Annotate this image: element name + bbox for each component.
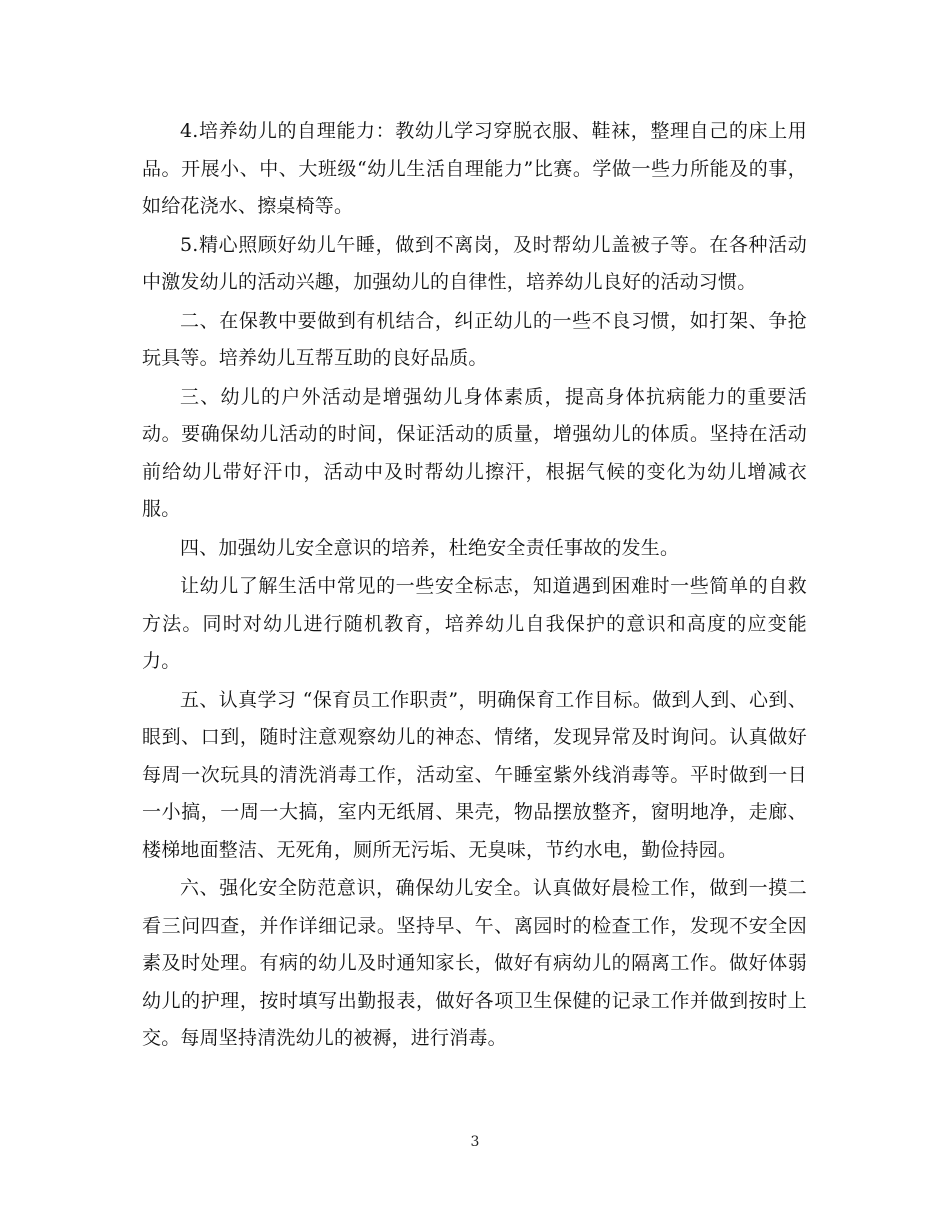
paragraph-safety-signs: 让幼儿了解生活中常见的一些安全标志，知道遇到困难时一些简单的自救方法。同时对幼儿进行随机教育，培养幼儿自我保护的意识和高度的应变能力。 <box>142 575 807 672</box>
paragraph-nap-care: 5.精心照顾好幼儿午睡，做到不离岗，及时帮幼儿盖被子等。在各种活动中激发幼儿的活动兴趣，加强幼儿的自律性，培养幼儿良好的活动习惯。 <box>142 233 807 293</box>
paragraph-safety-heading: 四、加强幼儿安全意识的培养，杜绝安全责任事故的发生。 <box>180 536 680 559</box>
paragraph-outdoor-activity: 三、幼儿的户外活动是增强幼儿身体素质，提高身体抗病能力的重要活动。要确保幼儿活动的时间，保证活动的质量，增强幼儿的体质。坚持在活动前给幼儿带好汗巾，活动中及时帮幼儿擦汗，根据气候的变化为幼儿增减衣服。 <box>142 385 807 520</box>
paragraph-safety-prevention: 六、强化安全防范意识，确保幼儿安全。认真做好晨检工作，做到一摸二看三问四查，并作详细记录。坚持早、午、离园时的检查工作，发现不安全因素及时处理。有病的幼儿及时通知家长，做好有病幼儿的隔离工作。做好体弱幼儿的护理，按时填写出勤报表，做好各项卫生保健的记录工作并做到按时上交。每周坚持清洗幼儿的被褥，进行消毒。 <box>142 877 807 1049</box>
document-body <box>142 113 807 1059</box>
paragraph-habits: 二、在保教中要做到有机结合，纠正幼儿的一些不良习惯，如打架、争抢玩具等。培养幼儿互帮互助的良好品质。 <box>142 309 807 369</box>
paragraph-duties: 五、认真学习 “保育员工作职责”，明确保育工作目标。做到人到、心到、眼到、口到，随时注意观察幼儿的神态、情绪，发现异常及时询问。认真做好每周一次玩具的清洗消毒工作，活动室、午睡室紫外线消毒等。平时做到一日一小搞，一周一大搞，室内无纸屑、果壳，物品摆放整齐，窗明地净，走廊、楼梯地面整洁、无死角，厕所无污垢、无臭味，节约水电，勤俭持园。 <box>142 688 807 861</box>
paragraph-self-care: 4.培养幼儿的自理能力：教幼儿学习穿脱衣服、鞋袜，整理自己的床上用品。开展小、中、大班级“幼儿生活自理能力”比赛。学做一些力所能及的事，如给花浇水、擦桌椅等。 <box>142 120 807 217</box>
page-number: 3 <box>470 1134 480 1150</box>
